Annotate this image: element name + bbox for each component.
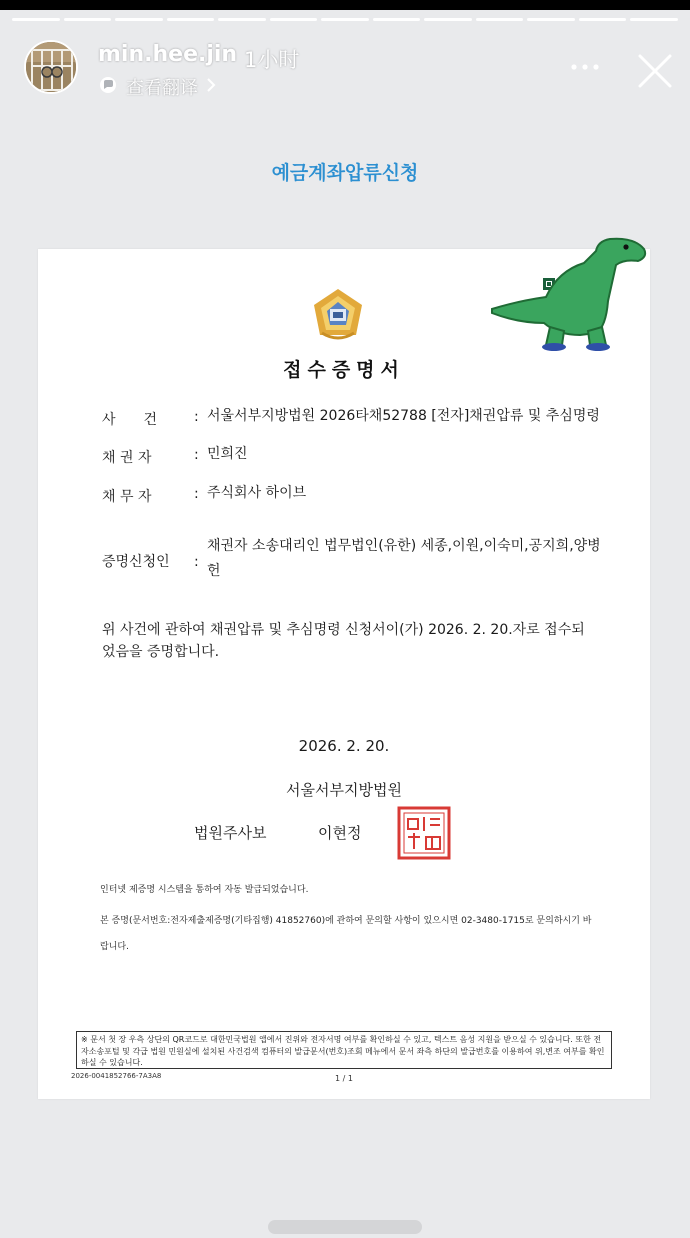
progress-segment	[373, 18, 421, 21]
story-progress-bar	[12, 18, 678, 22]
post-time: 1小时	[244, 48, 300, 72]
officer-name: 이현정	[318, 824, 362, 842]
dinosaur-sticker	[488, 231, 652, 353]
field-separator: :	[194, 554, 199, 570]
username[interactable]: min.hee.jin	[98, 42, 238, 67]
field-label: 채 권 자	[102, 450, 152, 466]
close-button[interactable]	[636, 52, 674, 90]
more-options-button[interactable]	[568, 50, 602, 84]
field-label: 증명신청인	[102, 554, 170, 570]
field-value: 주식회사 하이브	[207, 485, 307, 501]
field-separator: :	[194, 409, 199, 425]
verification-notice: ※ 문서 첫 장 우측 상단의 QR코드로 대한민국법원 앱에서 진위와 전자서명 여부를 확인하실 수 있고, 텍스트 음성 지원을 받으실 수 있습니다. 또한 전자소송포털 및 각급 법원 민원실에 설치된 사건검색 컴퓨터의 발급문서(번호)조회 메뉴에서 문서 좌측 하단의 발급번호를 이용하여 위,변조 여부를 확인하실 수 있습니다.	[76, 1031, 612, 1069]
progress-segment	[321, 18, 369, 21]
progress-segment	[424, 18, 472, 21]
progress-segment	[218, 18, 266, 21]
story-header	[0, 36, 690, 106]
reply-handle[interactable]	[268, 1220, 422, 1234]
officer-title: 법원주사보	[194, 824, 267, 842]
court-receipt-document	[38, 249, 650, 1099]
field-label: 사 건	[102, 412, 158, 428]
chevron-right-icon	[206, 77, 216, 98]
court-emblem-icon	[310, 287, 366, 343]
post-heading: 예금계좌압류신청	[271, 162, 419, 184]
progress-segment	[476, 18, 524, 21]
document-title: 접수증명서	[283, 359, 405, 381]
field-value: 채권자 소송대리인 법무법인(유한) 세종,이원,이숙미,공지희,양병헌	[207, 538, 601, 579]
progress-segment	[167, 18, 215, 21]
court-seal-stamp	[396, 805, 452, 861]
translate-icon	[98, 75, 118, 100]
issue-date: 2026. 2. 20.	[298, 737, 390, 755]
page-number: 1 / 1	[335, 1074, 353, 1083]
progress-segment	[270, 18, 318, 21]
close-icon	[636, 75, 674, 94]
field-value: 서울서부지방법원 2026타채52788 [전자]채권압류 및 추심명령	[207, 408, 600, 424]
more-horizontal-icon	[568, 69, 602, 88]
field-separator: :	[194, 486, 199, 502]
inquiry-note: 본 증명(문서번호:전자제출제증명(기타집행) 41852760)에 관하여 문의할 사항이 있으시면 02-3480-1715로 문의하시기 바랍니다.	[100, 916, 592, 952]
field-separator: :	[194, 447, 199, 463]
issue-number: 2026-0041852766-7A3A8	[71, 1072, 162, 1080]
translate-label: 查看翻译	[126, 78, 198, 99]
certification-statement: 위 사건에 관하여 채권압류 및 추심명령 신청서이(가) 2026. 2. 20.자로 접수되었음을 증명합니다.	[102, 622, 585, 660]
progress-segment	[64, 18, 112, 21]
progress-segment	[12, 18, 60, 21]
progress-segment	[579, 18, 627, 21]
avatar[interactable]	[24, 40, 78, 94]
court-name: 서울서부지방법원	[286, 781, 402, 799]
status-bar	[0, 0, 690, 10]
progress-segment	[527, 18, 575, 21]
auto-issue-note: 인터넷 제증명 시스템을 통하여 자동 발급되었습니다.	[100, 885, 309, 895]
progress-segment	[630, 18, 678, 21]
field-value: 민희진	[207, 446, 248, 462]
translate-link[interactable]	[98, 74, 216, 100]
field-label: 채 무 자	[102, 489, 152, 505]
progress-segment	[115, 18, 163, 21]
